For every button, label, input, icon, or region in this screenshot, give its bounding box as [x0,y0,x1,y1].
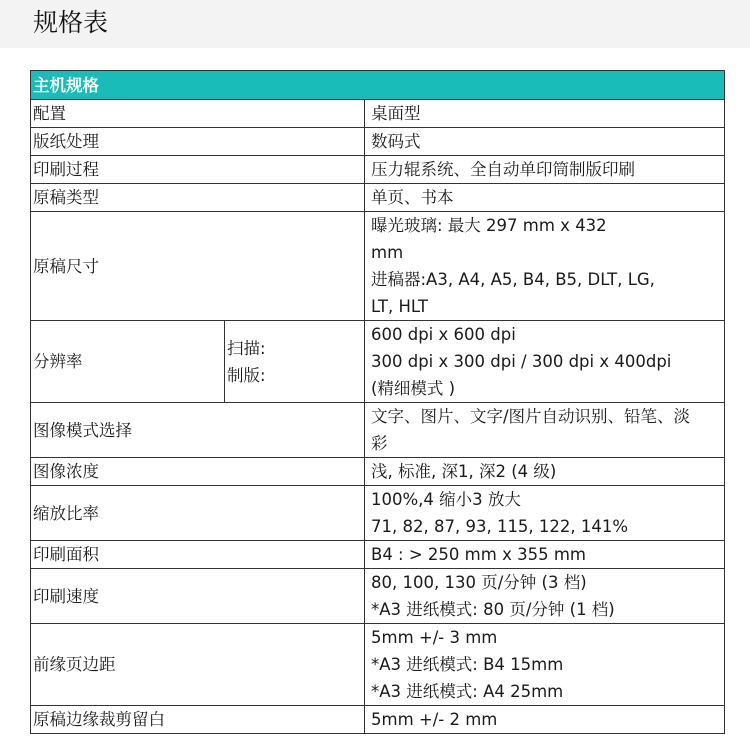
row-label: 图像模式选择 [31,403,365,458]
table-row [31,100,725,128]
table-row [31,184,725,212]
row-label: 原稿尺寸 [31,212,365,321]
row-label: 原稿边缘裁剪留白 [31,706,365,734]
row-label: 印刷速度 [31,569,365,624]
row-value: 压力辊系统、全自动单印筒制版印刷 [365,156,725,184]
row-value: 数码式 [365,128,725,156]
sublabel-plate: 制版: [227,365,266,385]
value-line: mm [371,243,404,262]
table-row [31,403,725,458]
table-row [31,706,725,734]
value-line: 彩 [371,434,388,453]
value-line: 曝光玻璃: 最大 297 mm x 432 [371,216,607,235]
row-label: 分辨率 [31,321,225,403]
page-title: 规格表 [33,8,109,37]
row-value [365,321,725,403]
row-label: 印刷面积 [31,541,365,569]
table-row [31,321,725,403]
sublabel-scan: 扫描: [227,338,266,358]
table-row [31,624,725,706]
table-row [31,128,725,156]
value-line: 文字、图片、文字/图片自动识别、铅笔、淡 [371,407,691,426]
row-value [365,212,725,321]
page-header [0,0,750,48]
value-line: 100%,4 缩小3 放大 [371,490,521,509]
table-row [31,458,725,486]
row-label: 原稿类型 [31,184,365,212]
spec-table [30,70,725,734]
value-line: 71, 82, 87, 93, 115, 122, 141% [371,517,629,536]
value-line: *A3 进纸模式: 80 页/分钟 (1 档) [371,600,615,619]
section-header-row [31,71,725,100]
row-value [365,569,725,624]
table-row [31,569,725,624]
table-row [31,156,725,184]
row-value: B4 : > 250 mm x 355 mm [365,541,725,569]
row-value: 桌面型 [365,100,725,128]
value-line: *A3 进纸模式: A4 25mm [371,682,564,701]
value-line: 进稿器:A3, A4, A5, B4, B5, DLT, LG, [371,270,655,289]
row-value [365,403,725,458]
value-line: 300 dpi x 300 dpi / 300 dpi x 400dpi [371,352,672,371]
row-label: 图像浓度 [31,458,365,486]
value-line: *A3 进纸模式: B4 15mm [371,655,564,674]
value-line: 600 dpi x 600 dpi [371,325,516,344]
row-label: 配置 [31,100,365,128]
row-value [365,486,725,541]
value-line: LT, HLT [371,297,428,316]
table-row [31,486,725,541]
row-value: 浅, 标准, 深1, 深2 (4 级) [365,458,725,486]
row-value: 单页、书本 [365,184,725,212]
table-row [31,212,725,321]
section-title: 主机规格 [31,71,725,100]
row-label: 前缘页边距 [31,624,365,706]
row-value: 5mm +/- 2 mm [365,706,725,734]
value-line: 5mm +/- 3 mm [371,628,498,647]
row-label: 缩放比率 [31,486,365,541]
row-sublabel [225,321,365,403]
value-line: 80, 100, 130 页/分钟 (3 档) [371,573,587,592]
row-value [365,624,725,706]
table-row [31,541,725,569]
value-line: (精细模式 ) [371,379,456,398]
row-label: 版纸处理 [31,128,365,156]
row-label: 印刷过程 [31,156,365,184]
